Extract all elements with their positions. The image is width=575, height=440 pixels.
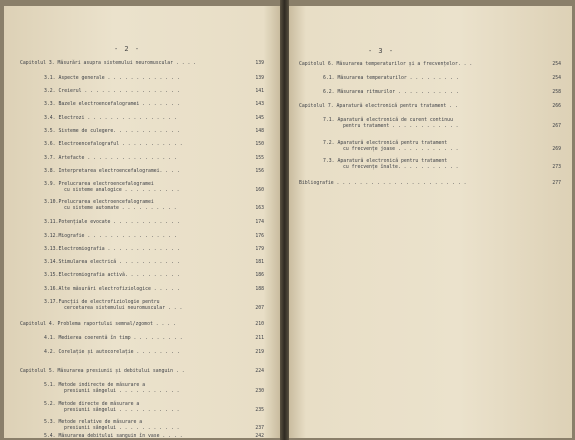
toc-entry xyxy=(44,300,264,312)
toc-entry xyxy=(20,322,264,328)
toc-entry-page: 179 xyxy=(255,247,264,252)
toc-entry-title-continued: cu frecvențe înalte. . . . . . . . . . . xyxy=(343,165,459,170)
toc-entry-title: 3.7. Artefacte . . . . . . . . . . . . . . . . xyxy=(44,156,177,161)
toc-entry xyxy=(44,234,264,240)
toc-entry xyxy=(44,273,264,279)
toc-entry-page: 267 xyxy=(552,124,561,129)
toc-entry xyxy=(44,89,264,95)
toc-entry xyxy=(299,62,561,68)
toc-entry xyxy=(44,260,264,266)
toc-entry xyxy=(323,141,561,153)
toc-entry-page: 163 xyxy=(255,206,264,211)
toc-entry-title-continued: pentru tratament . . . . . . . . . . . . xyxy=(343,124,459,129)
toc-entry-title: 3.4. Electrozi . . . . . . . . . . . . . . . . xyxy=(44,116,177,121)
toc-entry-page: 186 xyxy=(255,273,264,278)
toc-entry-page: 150 xyxy=(255,142,264,147)
toc-entry-title: Capitolul 6. Măsurarea temperaturilor și a frecvențelor. . . xyxy=(299,62,473,67)
toc-entry-title: 3.17.Funcții de electrofiziologie pentru xyxy=(44,300,160,305)
toc-entry xyxy=(20,61,264,67)
toc-entry-page: 269 xyxy=(552,147,561,152)
toc-entry xyxy=(44,169,264,175)
toc-entry xyxy=(323,159,561,171)
toc-entry-page: 266 xyxy=(552,104,561,109)
toc-entry xyxy=(323,118,561,130)
toc-entry xyxy=(323,76,561,82)
toc-entry-page: 210 xyxy=(255,322,264,327)
toc-entry xyxy=(44,220,264,226)
toc-entry-page: 148 xyxy=(255,129,264,134)
toc-entry-title: 3.8. Interpretarea electroencefalogramei. . . . xyxy=(44,169,180,174)
toc-entry-page: 258 xyxy=(552,90,561,95)
toc-entry-title: 6.2. Măsurarea ritmurilor . . . . . . . . . . . xyxy=(323,90,459,95)
toc-entry-title: 3.13.Electromiografia . . . . . . . . . . . . . xyxy=(44,247,180,252)
page-number-right: - 3 - xyxy=(368,47,395,55)
toc-entry xyxy=(323,90,561,96)
toc-entry-page: 254 xyxy=(552,62,561,67)
toc-entry xyxy=(44,420,264,432)
toc-entry-page: 277 xyxy=(552,181,561,186)
toc-entry-page: 181 xyxy=(255,260,264,265)
toc-entry-page: 211 xyxy=(255,336,264,341)
toc-entry-title: 3.14.Stimularea electrică . . . . . . . . . . . xyxy=(44,260,180,265)
toc-entry-title-continued: presiunii sângelui . . . . . . . . . . . xyxy=(64,408,180,413)
toc-entry-page: 219 xyxy=(255,350,264,355)
toc-entry xyxy=(44,116,264,122)
toc-entry xyxy=(44,336,264,342)
right-page xyxy=(289,6,572,438)
toc-entry-title: 5.3. Metode relative de măsurare a xyxy=(44,420,143,425)
toc-entry-page: 139 xyxy=(255,61,264,66)
left-page xyxy=(4,6,280,438)
toc-entry xyxy=(44,182,264,194)
toc-entry-page: 174 xyxy=(255,220,264,225)
toc-entry-title: 7.1. Aparatură electronică de curent continuu xyxy=(323,118,453,123)
toc-entry xyxy=(20,369,264,375)
toc-entry-title: Bibliografie . . . . . . . . . . . . . . . . . . . . . . . xyxy=(299,181,467,186)
toc-entry xyxy=(44,402,264,414)
toc-entry-title: 3.5. Sisteme de culegere. . . . . . . . . . . . xyxy=(44,129,180,134)
toc-entry-page: 235 xyxy=(255,408,264,413)
toc-entry xyxy=(44,247,264,253)
toc-entry-page: 242 xyxy=(255,434,264,438)
toc-entry-title: 7.3. Aparatură electronică pentru tratament xyxy=(323,159,448,164)
toc-entry-page: 254 xyxy=(552,76,561,81)
toc-entry-title: 3.2. Creierul . . . . . . . . . . . . . . . . . xyxy=(44,89,180,94)
toc-entry-title: Capitolul 4. Problema raportului semnal/zgomot . . . . xyxy=(20,322,176,327)
toc-entry xyxy=(299,181,561,187)
toc-entry-title-continued: cercetarea sistemului neuromuscular . . . xyxy=(64,306,183,311)
toc-entry-title-continued: cu sisteme analogice . . . . . . . . . . xyxy=(64,188,180,193)
toc-entry-title: 3.11.Potențiale evocate . . . . . . . . . . . . xyxy=(44,220,180,225)
toc-entry xyxy=(44,434,264,438)
toc-entry xyxy=(44,350,264,356)
toc-entry-page: 156 xyxy=(255,169,264,174)
toc-entry-title: Capitolul 7. Aparatură electronică pentru tratament . . xyxy=(299,104,458,109)
toc-entry-title-continued: presiunii sângelui . . . . . . . . . . . xyxy=(64,389,180,394)
toc-entry-title: 3.16.Alte măsurări electrofiziologice . . . . . xyxy=(44,287,180,292)
toc-entry-page: 145 xyxy=(255,116,264,121)
toc-entry-title: 5.2. Metode directe de măsurare a xyxy=(44,402,140,407)
toc-entry-page: 188 xyxy=(255,287,264,292)
toc-entry-title: 3.10.Prelucrarea electroencefalogramei xyxy=(44,200,154,205)
toc-entry-title: 3.6. Electroencefalograful . . . . . . . . . . . xyxy=(44,142,183,147)
toc-entry xyxy=(44,76,264,82)
toc-entry-page: 273 xyxy=(552,165,561,170)
toc-entry xyxy=(44,102,264,108)
toc-entry-page: 237 xyxy=(255,426,264,431)
toc-entry-title: 5.4. Măsurarea debitului sanguin în vase . . . . xyxy=(44,434,183,438)
toc-entry xyxy=(44,156,264,162)
toc-entry-title-continued: presiunii sângelui . . . . . . . . . . . xyxy=(64,426,180,431)
toc-entry-title: 4.2. Corelație și autocorelație . . . . . . . . xyxy=(44,350,180,355)
toc-entry-page: 207 xyxy=(255,306,264,311)
toc-entry-title: 4.1. Medierea coerentă în timp . . . . . . . . . xyxy=(44,336,183,341)
toc-entry-title: Capitolul 5. Măsurarea presiunii și debitului sanguin . . xyxy=(20,369,185,374)
toc-entry-title: 3.15.Electromiografia activă. . . . . . . . . . xyxy=(44,273,180,278)
toc-entry-page: 160 xyxy=(255,188,264,193)
toc-entry-title: 3.12.Miografie . . . . . . . . . . . . . . . . xyxy=(44,234,177,239)
toc-entry-title: 5.1. Metode indirecte de măsurare a xyxy=(44,383,146,388)
toc-entry-page: 155 xyxy=(255,156,264,161)
toc-entry-page: 139 xyxy=(255,76,264,81)
toc-entry xyxy=(44,200,264,212)
toc-entry-page: 224 xyxy=(255,369,264,374)
toc-entry-page: 176 xyxy=(255,234,264,239)
toc-entry-title: 3.1. Aspecte generale . . . . . . . . . . . . . xyxy=(44,76,180,81)
toc-entry-page: 141 xyxy=(255,89,264,94)
toc-entry-title-continued: cu sisteme automate . . . . . . . . . . xyxy=(64,206,177,211)
toc-entry-title-continued: cu frecvențe joase . . . . . . . . . . . xyxy=(343,147,459,152)
toc-entry xyxy=(44,287,264,293)
toc-entry-title: 7.2. Aparatură electronică pentru tratament xyxy=(323,141,448,146)
toc-entry xyxy=(44,383,264,395)
toc-entry xyxy=(299,104,561,110)
toc-entry-title: 3.9. Prelucrarea electroencefalogramei xyxy=(44,182,154,187)
toc-entry-title: Capitolul 3. Măsurări asupra sistemului neuromuscular . . . . xyxy=(20,61,197,66)
toc-entry-title: 3.3. Bazele electroencefalogramei . . . . . . . xyxy=(44,102,180,107)
toc-entry-title: 6.1. Măsurarea temperaturilor . . . . . . . . . xyxy=(323,76,459,81)
toc-entry xyxy=(44,129,264,135)
toc-entry-page: 143 xyxy=(255,102,264,107)
toc-entry-page: 230 xyxy=(255,389,264,394)
toc-entry xyxy=(44,142,264,148)
book-gutter xyxy=(280,0,289,440)
page-number-left: - 2 - xyxy=(114,45,141,53)
